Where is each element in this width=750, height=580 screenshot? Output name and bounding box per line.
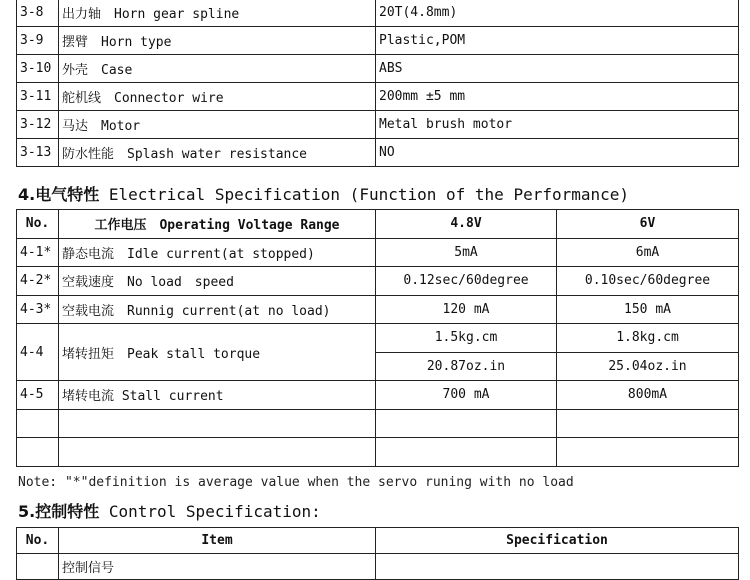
table-row: [17, 381, 739, 410]
row-item: 外壳 Case: [59, 55, 376, 83]
row-no: 4-2*: [17, 267, 59, 296]
table-row: [17, 27, 739, 55]
stall-torque-v2-kg: 1.8kg.cm: [557, 324, 739, 353]
row-value: 200mm ±5 mm: [376, 83, 739, 111]
section-5-heading: [18, 499, 321, 522]
stall-torque-v1-oz: 20.87oz.in: [376, 352, 557, 381]
row-item: 防水性能 Splash water resistance: [59, 139, 376, 167]
section-4-heading: [18, 182, 629, 205]
row-item: 出力轴 Horn gear spline: [59, 0, 376, 27]
stall-current-no: 4-5: [17, 381, 59, 410]
stall-current-v1: 700 mA: [376, 381, 557, 410]
row-value: Plastic,POM: [376, 27, 739, 55]
header-voltage-1: 4.8V: [376, 210, 557, 239]
row-no: 3-10: [17, 55, 59, 83]
material-spec-table: [16, 0, 739, 167]
row-item: 马达 Motor: [59, 111, 376, 139]
table-row: [17, 267, 739, 296]
table-row: [17, 324, 739, 353]
header-voltage-2: 6V: [557, 210, 739, 239]
electrical-extra-body: [17, 324, 739, 467]
header-operating-voltage: 工作电压 Operating Voltage Range: [59, 210, 376, 239]
section-4-title: Electrical Specification (Function of the Performance): [108, 185, 630, 204]
row-value-v2: 0.10sec/60degree: [557, 267, 739, 296]
stall-current-item: 堵转电流 Stall current: [59, 381, 376, 410]
row-item: 静态电流 Idle current(at stopped): [59, 238, 376, 267]
row-no: 3-12: [17, 111, 59, 139]
row-value: ABS: [376, 55, 739, 83]
row-no: 4-1*: [17, 238, 59, 267]
row-item: 舵机线 Connector wire: [59, 83, 376, 111]
control-spec-table: [16, 527, 739, 580]
control-first-item: 控制信号: [59, 554, 376, 580]
row-no: 3-8: [17, 0, 59, 27]
table-row: [17, 238, 739, 267]
row-item: 摆臂 Horn type: [59, 27, 376, 55]
control-header-row: [17, 528, 739, 554]
electrical-header-row: [17, 210, 739, 239]
row-value: Metal brush motor: [376, 111, 739, 139]
section-5-title: Control Specification:: [108, 502, 321, 521]
stall-torque-v2-oz: 25.04oz.in: [557, 352, 739, 381]
table-row: [17, 554, 739, 580]
row-value: 20T(4.8mm): [376, 0, 739, 27]
empty-row: [17, 409, 739, 438]
material-spec-body: [17, 0, 739, 167]
electrical-spec-table: [16, 209, 739, 467]
stall-current-v2: 800mA: [557, 381, 739, 410]
table-row: [17, 111, 739, 139]
stall-torque-v1-kg: 1.5kg.cm: [376, 324, 557, 353]
row-value-v2: 6mA: [557, 238, 739, 267]
header-no: No.: [17, 528, 59, 554]
row-no: 3-13: [17, 139, 59, 167]
row-item: 空载电流 Runnig current(at no load): [59, 295, 376, 324]
row-item: 空载速度 No load speed: [59, 267, 376, 296]
header-specification: Specification: [376, 528, 739, 554]
header-item: Item: [59, 528, 376, 554]
row-no: 4-3*: [17, 295, 59, 324]
load-note: Note: "*"definition is average value when the servo runing with no load: [18, 475, 574, 490]
row-value: NO: [376, 139, 739, 167]
table-row: [17, 55, 739, 83]
table-row: [17, 139, 739, 167]
row-no: 3-9: [17, 27, 59, 55]
table-row: [17, 0, 739, 27]
row-value-v1: 5mA: [376, 238, 557, 267]
row-no: 3-11: [17, 83, 59, 111]
row-value-v2: 150 mA: [557, 295, 739, 324]
stall-torque-item: 堵转扭矩 Peak stall torque: [59, 324, 376, 381]
table-row: [17, 83, 739, 111]
empty-row: [17, 438, 739, 467]
row-value-v1: 120 mA: [376, 295, 557, 324]
section-5-number: 5.控制特性: [18, 502, 100, 521]
table-row: [17, 295, 739, 324]
row-value-v1: 0.12sec/60degree: [376, 267, 557, 296]
section-4-number: 4.电气特性: [18, 185, 100, 204]
header-no: No.: [17, 210, 59, 239]
stall-torque-no: 4-4: [17, 324, 59, 381]
electrical-spec-body: [17, 238, 739, 324]
